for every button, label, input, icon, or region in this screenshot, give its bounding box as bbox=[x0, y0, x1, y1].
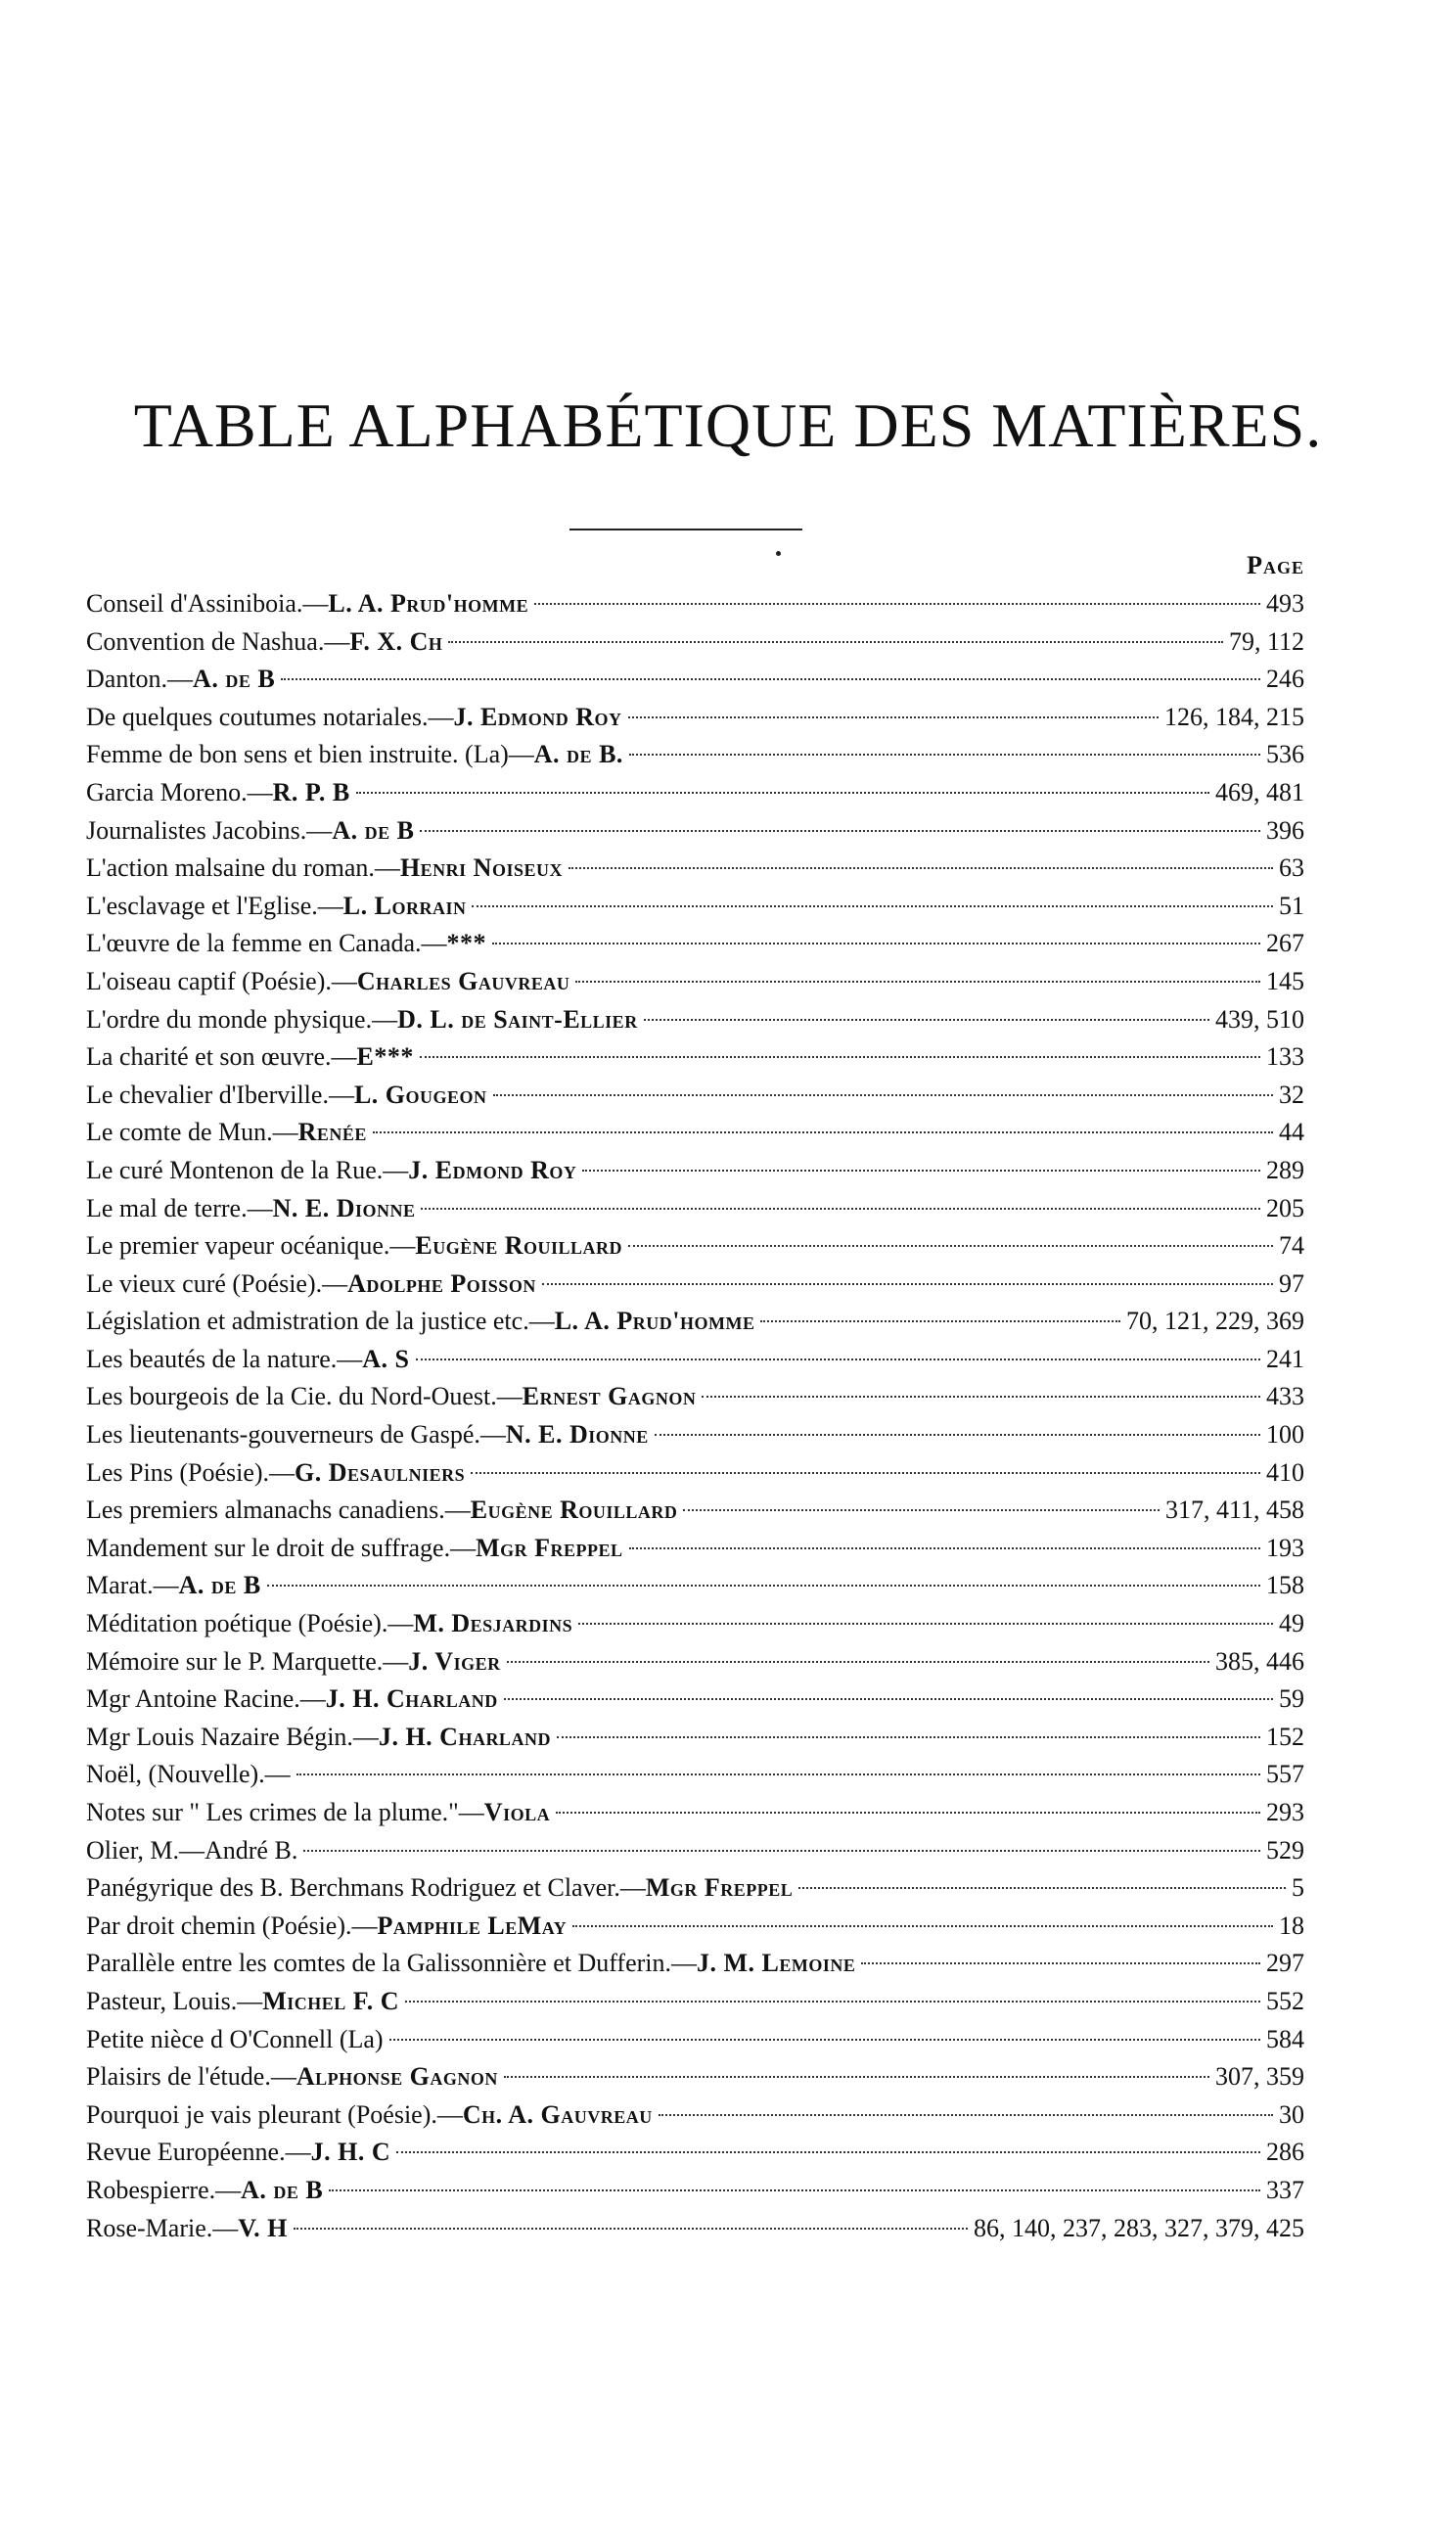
entry-author: Ch. A. Gauvreau bbox=[462, 2099, 653, 2129]
entry-pages: 289 bbox=[1266, 1155, 1304, 1184]
entry-author: F. X. Ch bbox=[349, 626, 443, 656]
entry-pages: 267 bbox=[1266, 929, 1304, 958]
dot-leader bbox=[542, 1283, 1273, 1285]
entry-author: Mgr Freppel bbox=[476, 1533, 623, 1562]
entry-title: Le chevalier d'Iberville.— bbox=[86, 1080, 354, 1109]
dot-leader bbox=[629, 1547, 1260, 1549]
index-entry bbox=[86, 888, 1304, 926]
entry-title: Par droit chemin (Poésie).— bbox=[86, 1911, 378, 1940]
entry-pages: 74 bbox=[1279, 1231, 1304, 1261]
entry-author: Alphonse Gagnon bbox=[296, 2062, 498, 2092]
entry-pages: 193 bbox=[1266, 1533, 1304, 1562]
dot-leader bbox=[655, 1434, 1260, 1436]
entry-title: Méditation poétique (Poésie).— bbox=[86, 1609, 414, 1638]
index-entry bbox=[86, 2096, 1304, 2135]
index-entry bbox=[86, 2172, 1304, 2210]
dot-leader bbox=[644, 1019, 1209, 1021]
entry-title: Plaisirs de l'étude.— bbox=[86, 2062, 296, 2092]
entry-author: Adolphe Poisson bbox=[347, 1268, 536, 1298]
entry-pages: 584 bbox=[1266, 2024, 1304, 2053]
index-entry bbox=[86, 623, 1304, 662]
entry-pages: 152 bbox=[1266, 1722, 1304, 1751]
index-entry bbox=[86, 1945, 1304, 1983]
entry-title: Femme de bon sens et bien instruite. (La)— bbox=[86, 740, 534, 769]
entry-pages: 469, 481 bbox=[1215, 777, 1304, 806]
entry-author: J. Edmond Roy bbox=[453, 702, 622, 731]
index-entry bbox=[86, 1983, 1304, 2021]
index-entry bbox=[86, 1643, 1304, 1681]
entry-author: Charles Gauvreau bbox=[356, 966, 570, 995]
index-entry bbox=[86, 1605, 1304, 1643]
dot-leader bbox=[861, 1962, 1260, 1964]
entry-author: M. Desjardins bbox=[413, 1609, 573, 1638]
entry-author: Renée bbox=[297, 1118, 367, 1147]
dot-leader bbox=[373, 1131, 1273, 1133]
index-entry bbox=[86, 1303, 1304, 1341]
dot-leader bbox=[702, 1396, 1260, 1398]
entry-title: L'action malsaine du roman.— bbox=[86, 853, 400, 883]
dot-leader bbox=[356, 792, 1209, 794]
index-entry bbox=[86, 736, 1304, 774]
entry-author: J. H. C bbox=[310, 2138, 391, 2167]
entry-author: L. A. Prud'homme bbox=[554, 1307, 755, 1336]
page-title: TABLE ALPHABÉTIQUE DES MATIÈRES. bbox=[133, 390, 1323, 460]
dot-leader bbox=[504, 2076, 1209, 2078]
index-entry bbox=[86, 1832, 1304, 1870]
dot-leader bbox=[329, 2189, 1260, 2191]
entry-title: Législation et admistration de la justice etc.— bbox=[86, 1307, 555, 1336]
index-entry bbox=[86, 1681, 1304, 1719]
entry-pages: 297 bbox=[1266, 1949, 1304, 1978]
dot-leader bbox=[557, 1736, 1260, 1738]
entry-title: L'oiseau captif (Poésie).— bbox=[86, 966, 357, 995]
dot-leader bbox=[569, 867, 1273, 869]
entry-pages: 51 bbox=[1279, 891, 1304, 920]
dot-leader bbox=[628, 1245, 1273, 1247]
index-entry bbox=[86, 699, 1304, 737]
entry-pages: 307, 359 bbox=[1215, 2062, 1304, 2092]
index-entry bbox=[86, 1756, 1304, 1794]
entry-author: A. de B bbox=[178, 1571, 261, 1600]
entry-title: Mgr Antoine Racine.— bbox=[86, 1684, 326, 1714]
entry-pages: 557 bbox=[1266, 1760, 1304, 1789]
entry-title: L'esclavage et l'Eglise.— bbox=[86, 891, 343, 920]
entry-pages: 30 bbox=[1279, 2099, 1304, 2129]
entry-title: Mandement sur le droit de suffrage.— bbox=[86, 1533, 477, 1562]
entry-title: Robespierre.— bbox=[86, 2175, 242, 2204]
entry-author: G. Desaulniers bbox=[295, 1457, 466, 1487]
index-entry bbox=[86, 2210, 1304, 2248]
entry-pages: 70, 121, 229, 369 bbox=[1126, 1307, 1304, 1336]
entry-pages: 63 bbox=[1279, 853, 1304, 883]
entry-pages: 385, 446 bbox=[1215, 1646, 1304, 1676]
dot-leader bbox=[575, 981, 1260, 983]
entry-pages: 145 bbox=[1266, 966, 1304, 995]
index-entry bbox=[86, 1266, 1304, 1304]
entry-title: Petite nièce d O'Connell (La) bbox=[86, 2024, 384, 2053]
entry-pages: 410 bbox=[1266, 1457, 1304, 1487]
entry-author: A. de B bbox=[332, 815, 415, 845]
entry-title: Garcia Moreno.— bbox=[86, 777, 273, 806]
index-entry bbox=[86, 1492, 1304, 1530]
entry-pages: 439, 510 bbox=[1215, 1004, 1304, 1034]
entry-title: Convention de Nashua.— bbox=[86, 626, 350, 656]
index-entry bbox=[86, 1908, 1304, 1946]
entry-pages: 97 bbox=[1279, 1268, 1304, 1298]
entry-pages: 433 bbox=[1266, 1382, 1304, 1411]
entry-title: Les bourgeois de la Cie. du Nord-Ouest.— bbox=[86, 1382, 523, 1411]
entry-author: A. de B bbox=[193, 665, 276, 694]
index-entry bbox=[86, 1869, 1304, 1908]
index-entry bbox=[86, 925, 1304, 963]
entry-author: J. Viger bbox=[408, 1646, 501, 1676]
entry-title: Le comte de Mun.— bbox=[86, 1118, 298, 1147]
index-entry bbox=[86, 1530, 1304, 1568]
entry-pages: 126, 184, 215 bbox=[1164, 702, 1304, 731]
dot-leader bbox=[572, 1925, 1273, 1927]
entry-author: R. P. B bbox=[272, 777, 350, 806]
entry-pages: 18 bbox=[1279, 1911, 1304, 1940]
entry-title: Pasteur, Louis.— bbox=[86, 1986, 263, 2015]
dot-leader bbox=[493, 1094, 1273, 1096]
index-entry bbox=[86, 2021, 1304, 2059]
dot-leader bbox=[267, 1585, 1260, 1587]
dot-leader bbox=[659, 2114, 1273, 2116]
entry-pages: 86, 140, 237, 283, 327, 379, 425 bbox=[974, 2213, 1304, 2242]
entry-author: Mgr Freppel bbox=[645, 1873, 794, 1903]
title-rule bbox=[569, 529, 802, 530]
index-entry bbox=[86, 1794, 1304, 1832]
dot-leader bbox=[578, 1623, 1273, 1625]
entry-title: Olier, M.—André B. bbox=[86, 1835, 298, 1865]
dot-leader bbox=[471, 1472, 1260, 1474]
dot-leader bbox=[628, 716, 1159, 718]
index-entry bbox=[86, 1227, 1304, 1266]
entry-title: Mgr Louis Nazaire Bégin.— bbox=[86, 1722, 379, 1751]
entry-title: Le vieux curé (Poésie).— bbox=[86, 1268, 348, 1298]
index-entry bbox=[86, 1378, 1304, 1416]
index-entry bbox=[86, 585, 1304, 623]
index-entry bbox=[86, 1190, 1304, 1228]
entry-author: Henri Noiseux bbox=[399, 853, 563, 883]
entry-title: Journalistes Jacobins.— bbox=[86, 815, 333, 845]
entry-author: D. L. de Saint-Ellier bbox=[397, 1004, 638, 1034]
entry-pages: 529 bbox=[1266, 1835, 1304, 1865]
entry-title: Les beautés de la nature.— bbox=[86, 1344, 363, 1373]
entry-author: A. de B. bbox=[533, 740, 623, 769]
entry-pages: 158 bbox=[1266, 1571, 1304, 1600]
ornament-dot bbox=[776, 551, 781, 556]
entry-title: Pourquoi je vais pleurant (Poésie).— bbox=[86, 2099, 463, 2129]
index-entry bbox=[86, 2058, 1304, 2096]
entry-title: Conseil d'Assiniboia.— bbox=[86, 589, 329, 618]
entry-pages: 293 bbox=[1266, 1798, 1304, 1826]
dot-leader bbox=[798, 1887, 1286, 1889]
dot-leader bbox=[556, 1812, 1260, 1814]
entry-author: N. E. Dionne bbox=[505, 1420, 649, 1450]
index-entry bbox=[86, 2134, 1304, 2172]
entry-pages: 286 bbox=[1266, 2138, 1304, 2167]
entry-pages: 493 bbox=[1266, 589, 1304, 618]
entry-title: Marat.— bbox=[86, 1571, 179, 1600]
index-entry bbox=[86, 661, 1304, 699]
entry-title: Le premier vapeur océanique.— bbox=[86, 1231, 416, 1261]
entry-author: J. M. Lemoine bbox=[697, 1949, 856, 1978]
entry-pages: 396 bbox=[1266, 815, 1304, 845]
index-entry bbox=[86, 963, 1304, 1001]
entry-author: *** bbox=[446, 929, 487, 958]
entry-pages: 49 bbox=[1279, 1609, 1304, 1638]
entry-title: Les Pins (Poésie).— bbox=[86, 1457, 296, 1487]
dot-leader bbox=[504, 1698, 1273, 1700]
dot-leader bbox=[296, 1773, 1260, 1775]
entry-title: Danton.— bbox=[86, 665, 194, 694]
entry-author: J. H. Charland bbox=[378, 1722, 551, 1751]
entry-pages: 79, 112 bbox=[1228, 626, 1304, 656]
dot-leader bbox=[582, 1170, 1260, 1172]
entry-pages: 337 bbox=[1266, 2175, 1304, 2204]
dot-leader bbox=[507, 1661, 1209, 1663]
entry-title: Mémoire sur le P. Marquette.— bbox=[86, 1646, 409, 1676]
entry-author: L. A. Prud'homme bbox=[328, 589, 529, 618]
index-entry bbox=[86, 1152, 1304, 1190]
dot-leader bbox=[534, 603, 1260, 605]
entry-author: Ernest Gagnon bbox=[522, 1382, 697, 1411]
entry-author: Michel F. C bbox=[262, 1986, 400, 2015]
entry-author: Eugène Rouillard bbox=[415, 1231, 623, 1261]
entry-title: Rose-Marie.— bbox=[86, 2213, 239, 2242]
dot-leader bbox=[281, 678, 1260, 680]
page-column-header: Page bbox=[1247, 551, 1304, 579]
entry-title: Revue Européenne.— bbox=[86, 2138, 311, 2167]
entry-title: L'œuvre de la femme en Canada.— bbox=[86, 929, 447, 958]
entry-title: Les lieutenants-gouverneurs de Gaspé.— bbox=[86, 1420, 506, 1450]
index-entry bbox=[86, 1341, 1304, 1379]
dot-leader bbox=[389, 2039, 1260, 2041]
dot-leader bbox=[420, 830, 1260, 832]
entry-author: A. S bbox=[362, 1344, 410, 1373]
entry-pages: 59 bbox=[1279, 1684, 1304, 1714]
entry-author: Pamphile LeMay bbox=[377, 1911, 568, 1940]
entry-title: De quelques coutumes notariales.— bbox=[86, 702, 454, 731]
entry-title: Les premiers almanachs canadiens.— bbox=[86, 1496, 471, 1525]
dot-leader bbox=[405, 2001, 1260, 2003]
entry-title: Le mal de terre.— bbox=[86, 1193, 273, 1222]
entry-pages: 44 bbox=[1279, 1118, 1304, 1147]
index-entry bbox=[86, 1454, 1304, 1493]
entry-author: J. Edmond Roy bbox=[408, 1155, 577, 1184]
dot-leader bbox=[294, 2228, 968, 2230]
entry-pages: 317, 411, 458 bbox=[1164, 1496, 1304, 1525]
entry-title: Panégyrique des B. Berchmans Rodriguez et Claver.— bbox=[86, 1873, 646, 1903]
entry-author: A. de B bbox=[241, 2175, 324, 2204]
index-entry bbox=[86, 1719, 1304, 1757]
entry-title: Parallèle entre les comtes de la Galissonnière et Dufferin.— bbox=[86, 1949, 698, 1978]
dot-leader bbox=[492, 943, 1260, 944]
entry-title: Noël, (Nouvelle).— bbox=[86, 1760, 291, 1789]
entry-author: E*** bbox=[356, 1042, 414, 1072]
entry-author: L. Lorrain bbox=[342, 891, 467, 920]
entry-author: Eugène Rouillard bbox=[470, 1496, 678, 1525]
index-entry bbox=[86, 774, 1304, 812]
dot-leader bbox=[760, 1320, 1120, 1322]
index-entry bbox=[86, 850, 1304, 888]
entry-pages: 552 bbox=[1266, 1986, 1304, 2015]
entry-title: Le curé Montenon de la Rue.— bbox=[86, 1155, 409, 1184]
dot-leader bbox=[396, 2151, 1260, 2153]
index-entries bbox=[86, 585, 1304, 2247]
dot-leader bbox=[448, 641, 1223, 643]
entry-pages: 32 bbox=[1279, 1080, 1304, 1109]
dot-leader bbox=[472, 905, 1273, 907]
index-entry bbox=[86, 1001, 1304, 1039]
entry-author: V. H bbox=[238, 2213, 288, 2242]
index-entry bbox=[86, 1077, 1304, 1115]
entry-author: L. Gougeon bbox=[353, 1080, 487, 1109]
index-entry bbox=[86, 1114, 1304, 1152]
dot-leader bbox=[420, 1056, 1260, 1058]
entry-pages: 100 bbox=[1266, 1420, 1304, 1450]
entry-author: N. E. Dionne bbox=[272, 1193, 416, 1222]
entry-title: La charité et son œuvre.— bbox=[86, 1042, 357, 1072]
dot-leader bbox=[683, 1509, 1160, 1511]
index-entry bbox=[86, 1567, 1304, 1605]
index-entry bbox=[86, 812, 1304, 851]
entry-pages: 133 bbox=[1266, 1042, 1304, 1072]
entry-title: Notes sur " Les crimes de la plume."— bbox=[86, 1798, 484, 1826]
dot-leader bbox=[421, 1208, 1260, 1210]
index-entry bbox=[86, 1416, 1304, 1454]
index-entry bbox=[86, 1038, 1304, 1077]
entry-pages: 241 bbox=[1266, 1344, 1304, 1373]
dot-leader bbox=[629, 754, 1260, 756]
dot-leader bbox=[416, 1359, 1260, 1360]
entry-title: L'ordre du monde physique.— bbox=[86, 1004, 398, 1034]
entry-pages: 246 bbox=[1266, 665, 1304, 694]
entry-author: J. H. Charland bbox=[325, 1684, 498, 1714]
dot-leader bbox=[303, 1850, 1260, 1852]
entry-pages: 5 bbox=[1292, 1873, 1304, 1903]
entry-pages: 536 bbox=[1266, 740, 1304, 769]
entry-pages: 205 bbox=[1266, 1193, 1304, 1222]
entry-author: Viola bbox=[483, 1798, 551, 1826]
